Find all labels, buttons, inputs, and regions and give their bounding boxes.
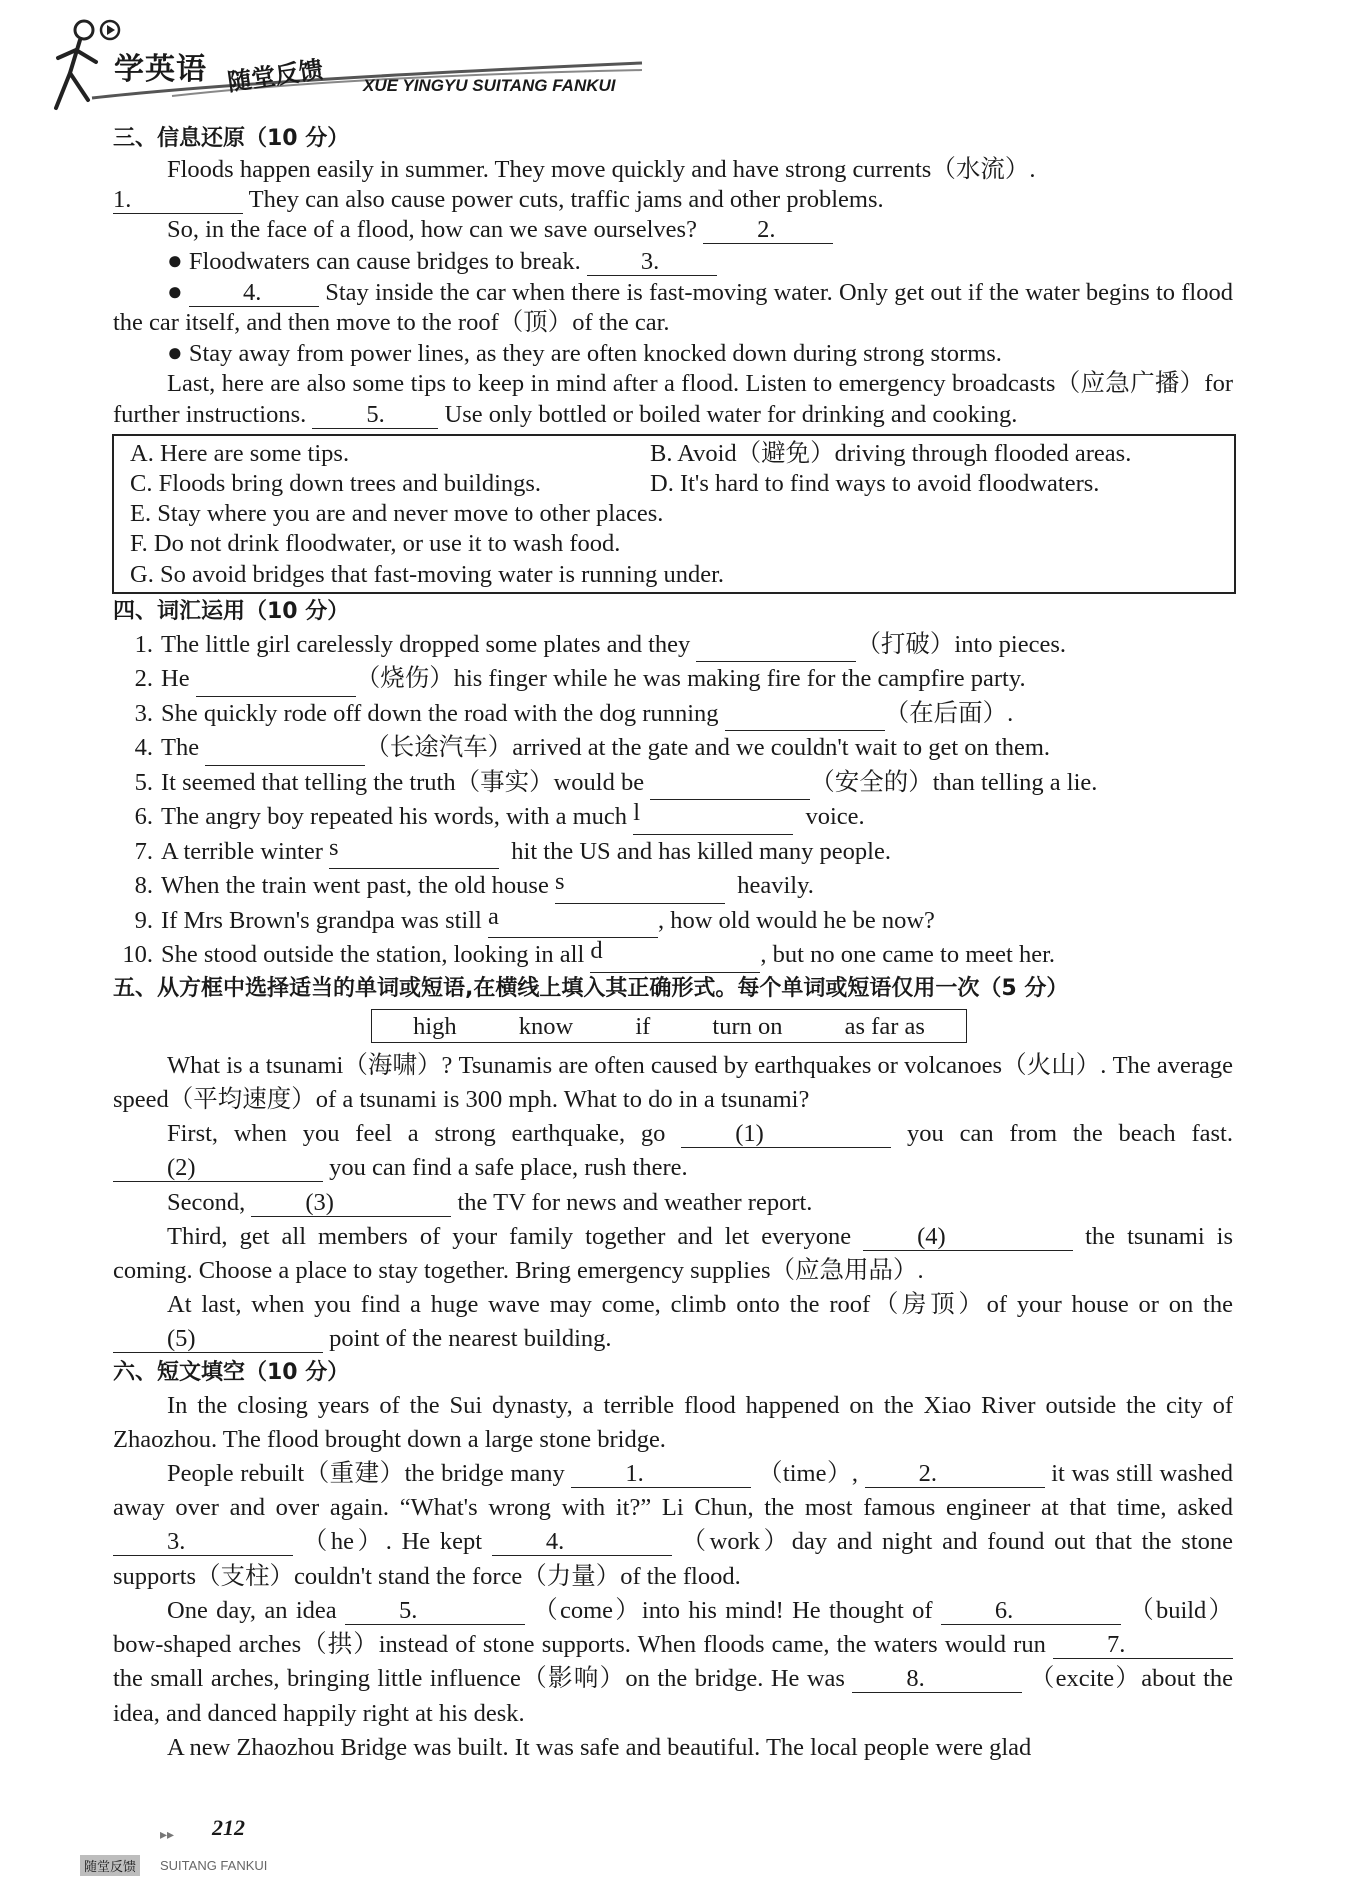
option-g: G. So avoid bridges that fast-moving water is running under. <box>130 560 725 588</box>
answer-blank-s5-1[interactable]: (1) <box>681 1121 891 1148</box>
vocab-blank[interactable]: s <box>329 835 499 870</box>
answer-blank-5[interactable]: 5. <box>312 402 438 429</box>
answer-blank-s6-2[interactable]: 2. <box>865 1461 1045 1488</box>
section-3-title: 三、信息还原（10 分） <box>113 126 350 151</box>
double-arrow-icon: ▸▸ <box>160 1828 175 1843</box>
answer-blank-2[interactable]: 2. <box>703 217 833 244</box>
bullet-icon: ● <box>167 338 183 368</box>
s6-para-3: One day, an idea 5. （come）into his mind! He thought of 6. （build）bow-shaped arches（拱）instead of stone supports. When floods came, the waters would run 7. the small arches, bringing little influence（影响）on the bridge. He was 8. （excite）about the idea, and danced happily right at his desk. <box>113 1596 1234 1727</box>
page-footer <box>80 1815 380 1875</box>
vocab-blank[interactable] <box>650 766 810 801</box>
options-row <box>130 499 1218 529</box>
bullet-icon: ● <box>167 276 183 306</box>
answer-blank-s6-6[interactable]: 6. <box>941 1598 1121 1625</box>
vocab-item: 5. It seemed that telling the truth（事实）would be （安全的）than telling a lie. <box>113 766 1233 801</box>
vocab-blank[interactable] <box>196 662 356 697</box>
s6-para-2: People rebuilt（重建）the bridge many 1. （time）, 2. it was still washed away over and over again. “What's wrong with it?” Li Chun, the most famous engineer at that time, asked 3. （he）. He kept 4. （work）day and night and found out that the stone supports（支柱）couldn't stand the force（力量）of the flood. <box>113 1460 1234 1590</box>
answer-blank-3[interactable]: 3. <box>587 249 717 276</box>
s5-para-2: First, when you feel a strong earthquake, go (1) you can from the beach fast. (2) you can find a safe place, rush there. <box>113 1117 1233 1185</box>
section-6-body <box>113 1389 1233 1765</box>
s3-para-3: Last, here are also some tips to keep in mind after a flood. Listen to emergency broadcasts（应急广播）for further instructions. 5. Use only bottled or boiled water for drinking and cooking. <box>113 370 1233 428</box>
options-row <box>130 469 1218 499</box>
word-option: if <box>635 1012 651 1040</box>
vocab-blank[interactable] <box>696 628 856 663</box>
s5-para-3: Second, (3) the TV for news and weather report. <box>167 1188 813 1216</box>
options-row <box>130 560 1218 590</box>
answer-blank-s5-2[interactable]: (2) <box>113 1155 323 1182</box>
answer-blank-s5-3[interactable]: (3) <box>251 1190 451 1217</box>
options-row <box>130 439 1218 469</box>
option-e: E. Stay where you are and never move to other places. <box>130 500 664 528</box>
s5-para-5: At last, when you find a huge wave may come, climb onto the roof（房顶）of your house or on the (5) point of the nearest building. <box>113 1288 1233 1356</box>
vocab-blank[interactable]: l <box>633 800 793 835</box>
s3-bullet-3: ● Stay away from power lines, as they are often knocked down during strong storms. <box>167 338 1002 368</box>
section-5-body <box>113 1049 1233 1357</box>
header-title: 学英语 <box>114 52 207 87</box>
footer-tag: 随堂反馈 <box>80 1855 140 1876</box>
answer-blank-1[interactable]: 1. <box>113 187 243 214</box>
options-box <box>112 434 1236 594</box>
footer-pinyin: SUITANG FANKUI <box>160 1858 268 1873</box>
vocab-item: 10. She stood outside the station, looking in all d , but no one came to meet her. <box>113 938 1233 973</box>
answer-blank-4[interactable]: 4. <box>189 280 319 307</box>
vocab-blank[interactable]: d <box>590 938 760 973</box>
page-content <box>113 123 1233 1765</box>
option-d: D. It's hard to find ways to avoid floodwaters. <box>650 470 1100 498</box>
vocab-item: 1. The little girl carelessly dropped some plates and they （打破）into pieces. <box>113 628 1233 663</box>
vocab-blank[interactable] <box>205 731 365 766</box>
s6-para-4: A new Zhaozhou Bridge was built. It was safe and beautiful. The local people were glad <box>167 1733 1032 1761</box>
section-5-title: 五、从方框中选择适当的单词或短语,在横线上填入其正确形式。每个单词或短语仅用一次（5 分） <box>113 975 1069 1001</box>
s3-para-1: Floods happen easily in summer. They move quickly and have strong currents（水流）. <box>167 156 1036 183</box>
option-b: B. Avoid（避免）driving through flooded areas. <box>650 439 1132 467</box>
s3-para-1b: 1. They can also cause power cuts, traffic jams and other problems. <box>113 186 884 214</box>
option-a: A. Here are some tips. <box>130 439 350 467</box>
page-number: 212 <box>212 1815 245 1840</box>
s3-para-2: So, in the face of a flood, how can we save ourselves? 2. <box>113 215 1233 245</box>
header-subtitle: 随堂反馈 <box>225 55 325 97</box>
vocab-blank[interactable]: s <box>555 869 725 904</box>
s5-para-1: What is a tsunami（海啸）? Tsunamis are often caused by earthquakes or volcanoes（火山）. The average speed（平均速度）of a tsunami is 300 mph. What to do in a tsunami? <box>113 1051 1233 1114</box>
page-header <box>52 18 652 118</box>
vocab-item: 4. The （长途汽车）arrived at the gate and we couldn't wait to get on them. <box>113 731 1233 766</box>
vocab-item: 2. He （烧伤）his finger while he was making fire for the campfire party. <box>113 662 1233 697</box>
answer-blank-s6-8[interactable]: 8. <box>852 1666 1022 1693</box>
header-pinyin: XUE YINGYU SUITANG FANKUI <box>363 76 616 95</box>
word-box <box>371 1009 967 1043</box>
answer-blank-s6-1[interactable]: 1. <box>571 1461 751 1488</box>
answer-blank-s6-5[interactable]: 5. <box>345 1598 525 1625</box>
answer-blank-s5-4[interactable]: (4) <box>863 1224 1073 1251</box>
vocab-item: 3. She quickly rode off down the road with the dog running （在后面）. <box>113 697 1233 732</box>
s3-bullet-2: ● 4. Stay inside the car when there is fast-moving water. Only get out if the water begins to flood the car itself, and then move to the roof（顶）of the car. <box>113 276 1233 337</box>
section-4-title: 四、词汇运用（10 分） <box>113 598 350 624</box>
word-option: turn on <box>712 1012 783 1040</box>
answer-blank-s6-3[interactable]: 3. <box>113 1529 293 1556</box>
vocab-blank[interactable] <box>725 697 885 732</box>
vocab-item: 6. The angry boy repeated his words, with a much l voice. <box>113 800 1233 835</box>
option-f: F. Do not drink floodwater, or use it to wash food. <box>130 530 621 558</box>
word-option: high <box>413 1012 457 1040</box>
vocab-item: 7. A terrible winter s hit the US and has killed many people. <box>113 835 1233 870</box>
vocab-item: 9. If Mrs Brown's grandpa was still a , how old would he be now? <box>113 904 1233 939</box>
answer-blank-s6-4[interactable]: 4. <box>492 1529 672 1556</box>
vocab-blank[interactable]: a <box>488 904 658 939</box>
s5-para-4: Third, get all members of your family together and let everyone (4) the tsunami is coming. Choose a place to stay together. Bring emergency supplies（应急用品）. <box>113 1222 1233 1285</box>
section-6-title: 六、短文填空（10 分） <box>113 1359 350 1385</box>
s6-para-1: In the closing years of the Sui dynasty, a terrible flood happened on the Xiao River outside the city of Zhaozhou. The flood brought down a large stone bridge. <box>113 1391 1233 1453</box>
options-row <box>130 529 1218 559</box>
vocab-list <box>113 628 1233 973</box>
word-option: as far as <box>844 1012 925 1040</box>
vocab-item: 8. When the train went past, the old house s heavily. <box>113 869 1233 904</box>
answer-blank-s5-5[interactable]: (5) <box>113 1326 323 1353</box>
bullet-icon: ● <box>167 245 183 275</box>
s3-bullet-1: ● Floodwaters can cause bridges to break. 3. <box>113 246 1233 277</box>
answer-blank-s6-7[interactable]: 7. <box>1053 1632 1233 1659</box>
option-c: C. Floods bring down trees and buildings. <box>130 470 542 498</box>
word-option: know <box>518 1012 574 1040</box>
